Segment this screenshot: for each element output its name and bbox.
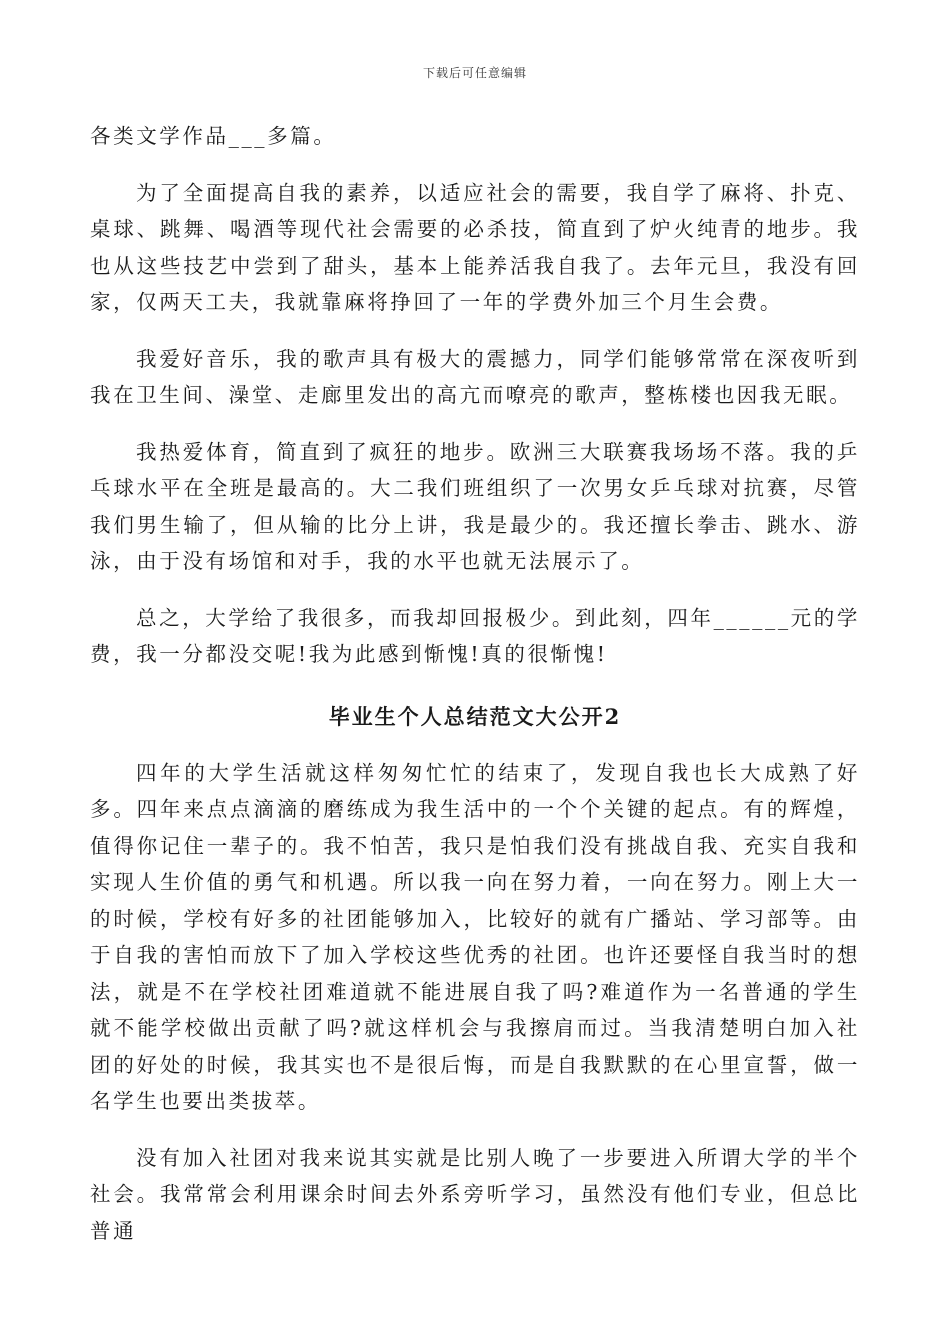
page-header: 下载后可任意编辑: [422, 66, 527, 80]
paragraph-clubs: 没有加入社团对我来说其实就是比别人晚了一步要进入所谓大学的半个社会。我常常会利用课余时间去外系旁听学习，虽然没有他们专业，但总比普通: [90, 1145, 860, 1243]
section-title: 毕业生个人总结范文大公开2: [328, 703, 622, 729]
paragraph-self-cultivation: 为了全面提高自我的素养，以适应社会的需要，我自学了麻将、扑克、桌球、跳舞、喝酒等现代社会需要的必杀技，简直到了炉火纯青的地步。我也从这些技艺中尝到了甜头，基本上能养活我自我了。去年元旦，我没有回家，仅两天工夫，我就靠麻将挣回了一年的学费外加三个月生会费。: [90, 180, 860, 314]
document-body: [90, 118, 860, 1249]
paragraph-conclusion: 总之，大学给了我很多，而我却回报极少。到此刻，四年______元的学费，我一分都没交呢!我为此感到惭愧!真的很惭愧!: [90, 605, 860, 666]
paragraph-university-life: 四年的大学生活就这样匆匆忙忙的结束了，发现自我也长大成熟了好多。四年来点点滴滴的磨练成为我生活中的一个个关键的起点。有的辉煌，值得你记住一辈子的。我不怕苦，我只是怕我们没有挑战自我、充实自我和实现人生价值的勇气和机遇。所以我一向在努力着，一向在努力。刚上大一的时候，学校有好多的社团能够加入，比较好的就有广播站、学习部等。由于自我的害怕而放下了加入学校这些优秀的社团。也许还要怪自我当时的想法，就是不在学校社团难道就不能进展自我了吗?难道作为一名普通的学生就不能学校做出贡献了吗?就这样机会与我擦肩而过。当我清楚明白加入社团的好处的时候，我其实也不是很后悔，而是自我默默的在心里宣誓，做一名学生也要出类拔萃。: [90, 760, 860, 1113]
paragraph-continuation: 各类文学作品___多篇。: [90, 124, 337, 148]
paragraph-sports: 我热爱体育，简直到了疯狂的地步。欧洲三大联赛我场场不落。我的乒乓球水平在全班是最高的。大二我们班组织了一次男女乒乓球对抗赛，尽管我们男生输了，但从输的比分上讲，我是最少的。我还擅长拳击、跳水、游泳，由于没有场馆和对手，我的水平也就无法展示了。: [90, 439, 860, 573]
paragraph-music: 我爱好音乐，我的歌声具有极大的震撼力，同学们能够常常在深夜听到我在卫生间、澡堂、走廊里发出的高亢而嘹亮的歌声，整栋楼也因我无眠。: [90, 346, 860, 407]
